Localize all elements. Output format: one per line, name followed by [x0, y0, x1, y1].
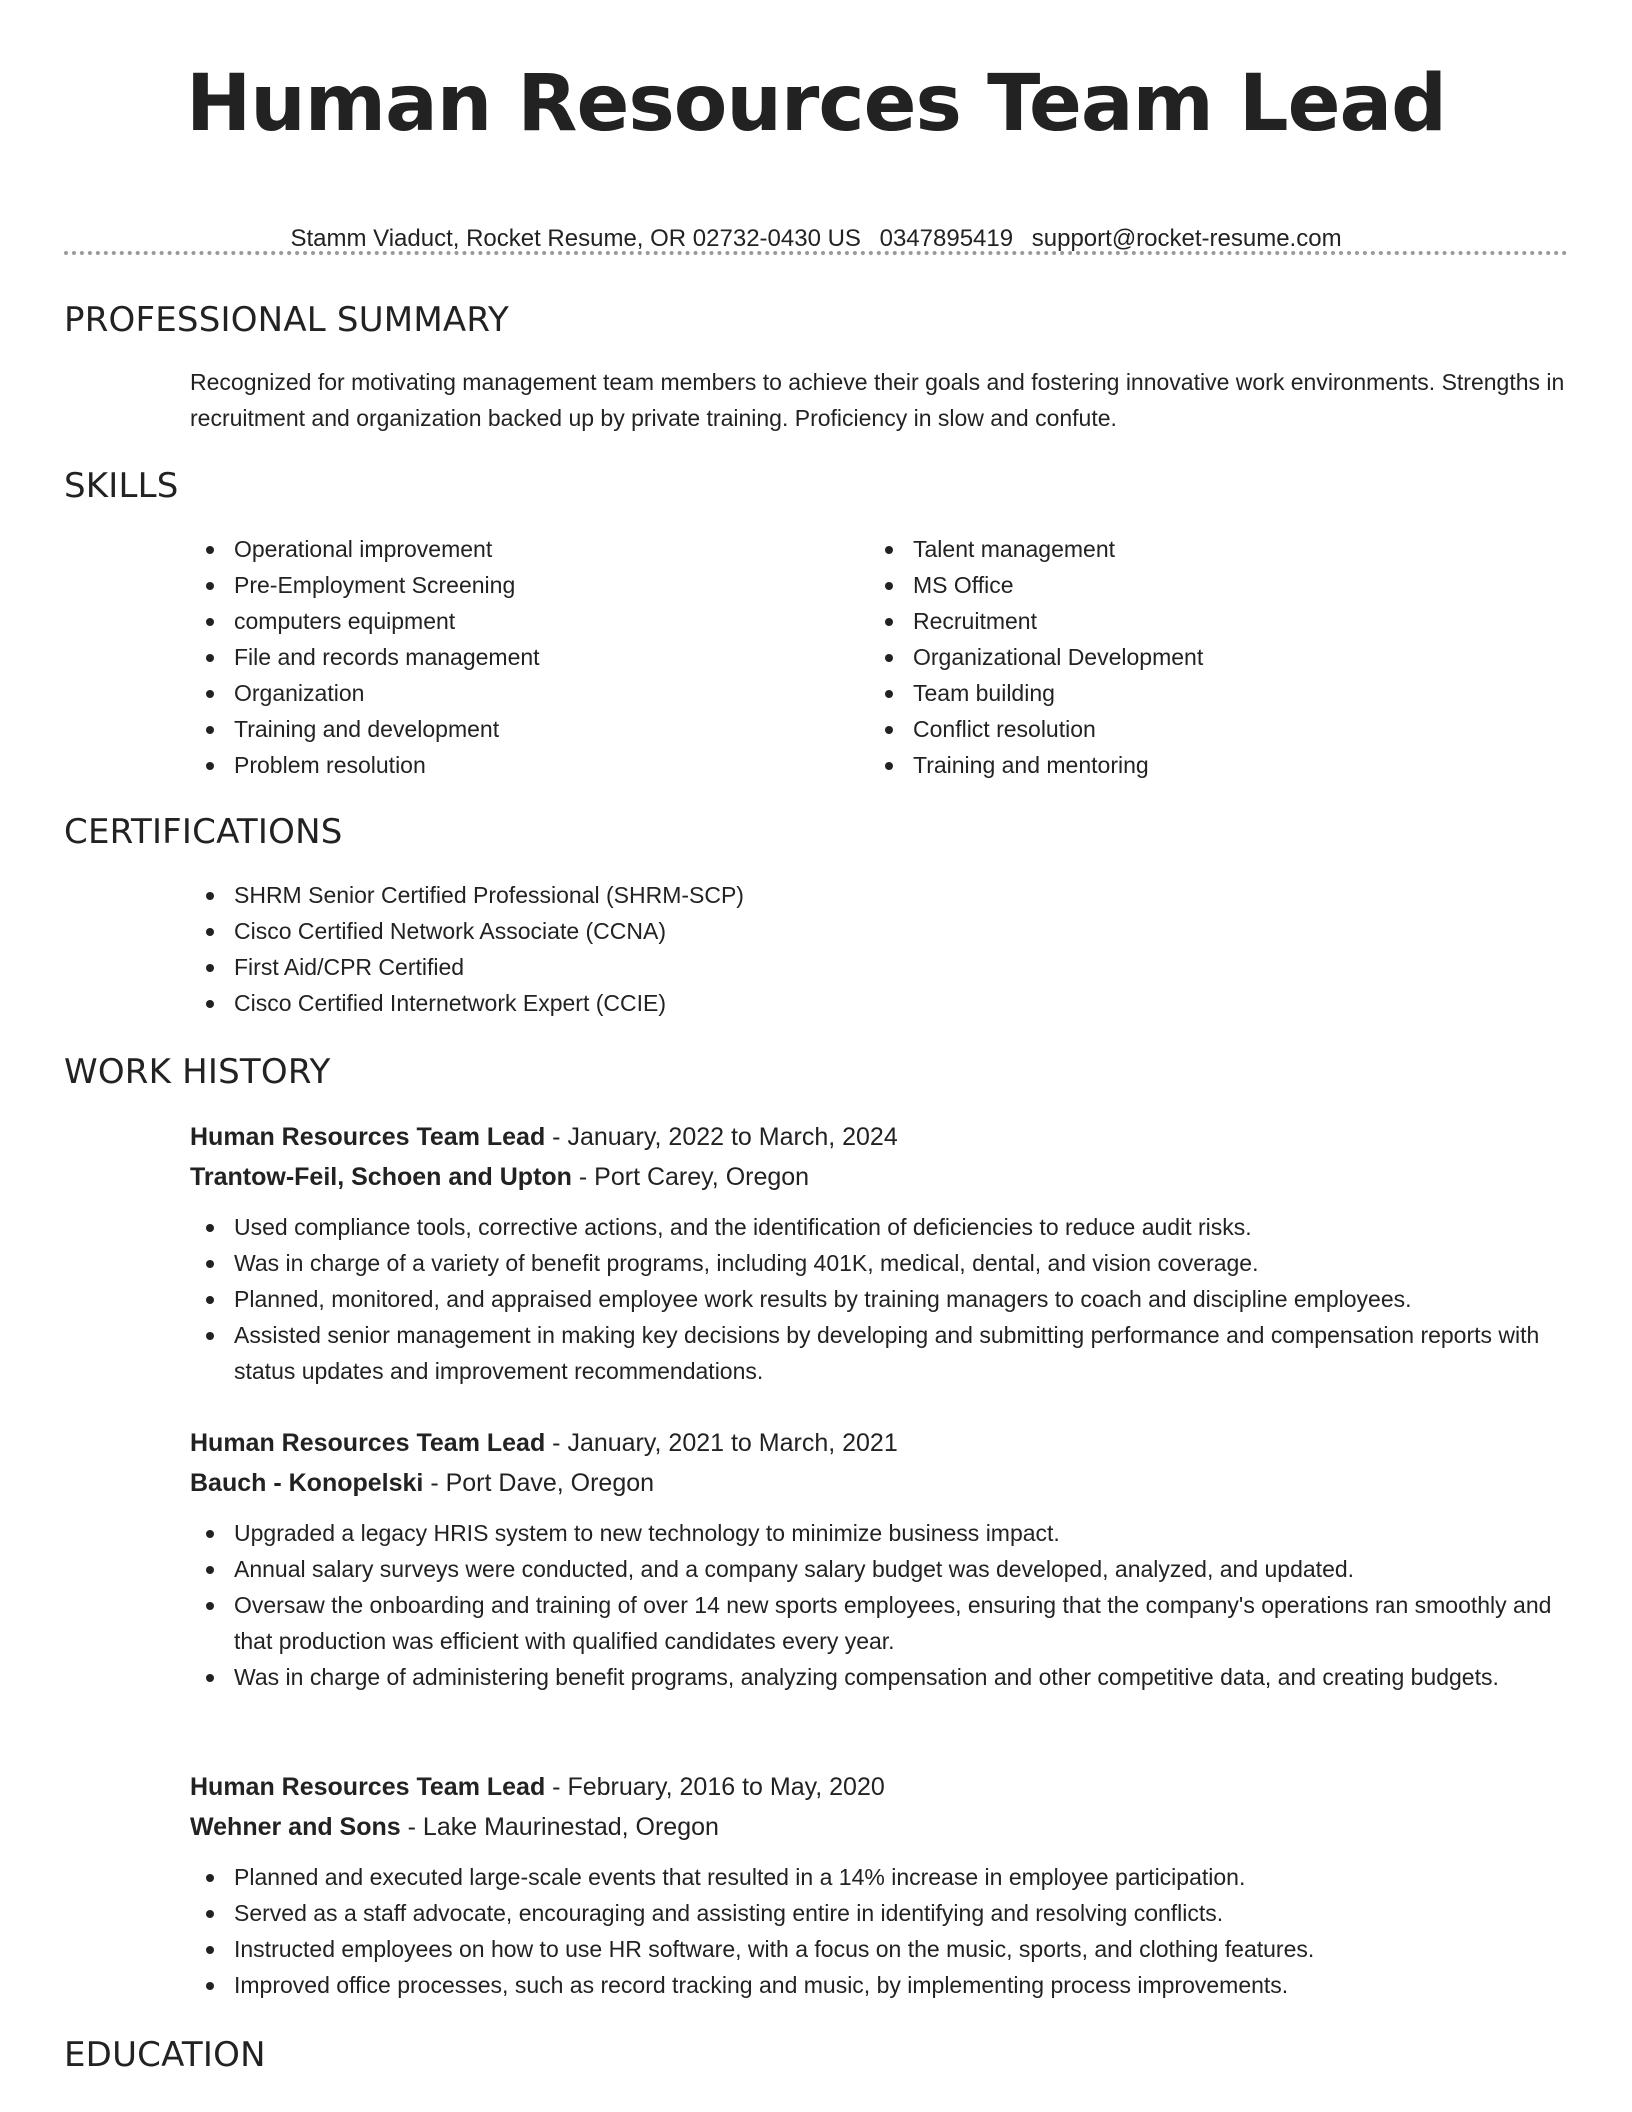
job-title-line	[190, 1423, 1570, 1463]
job-location: - Port Dave, Oregon	[430, 1469, 655, 1497]
list-item: Cisco Certified Network Associate (CCNA)	[190, 913, 1490, 949]
job-bullets	[190, 1209, 1570, 1389]
job-company: Bauch - Konopelski	[190, 1469, 424, 1497]
list-item: SHRM Senior Certified Professional (SHRM-SCP)	[190, 877, 1490, 913]
list-item: MS Office	[869, 567, 1509, 603]
section-title-summary: PROFESSIONAL SUMMARY	[64, 300, 509, 340]
list-item: Pre-Employment Screening	[190, 567, 830, 603]
job-bullets	[190, 1859, 1570, 2003]
list-item: Problem resolution	[190, 747, 830, 783]
skills-list-right	[869, 531, 1509, 783]
job-dates: - February, 2016 to May, 2020	[552, 1773, 885, 1801]
list-item: Team building	[869, 675, 1509, 711]
job-title: Human Resources Team Lead	[190, 1773, 546, 1801]
list-item: Organization	[190, 675, 830, 711]
list-item: Assisted senior management in making key decisions by developing and submitting performance and compensation reports with status updates and improvement recommendations.	[190, 1317, 1570, 1389]
list-item: File and records management	[190, 639, 830, 675]
list-item: Planned, monitored, and appraised employee work results by training managers to coach and discipline employees.	[190, 1281, 1570, 1317]
skills-list-left	[190, 531, 830, 783]
summary-text: Recognized for motivating management team members to achieve their goals and fostering innovative work environments. Strengths in recruitment and organization backed up by private training. Proficiency in slow and confute.	[190, 369, 1565, 431]
list-item: Planned and executed large-scale events that resulted in a 14% increase in employee participation.	[190, 1859, 1570, 1895]
list-item: Recruitment	[869, 603, 1509, 639]
list-item: Training and mentoring	[869, 747, 1509, 783]
section-title-education: EDUCATION	[64, 2035, 266, 2075]
section-title-work-history: WORK HISTORY	[64, 1052, 331, 1092]
list-item: Upgraded a legacy HRIS system to new technology to minimize business impact.	[190, 1515, 1570, 1551]
contact-email: support@rocket-resume.com	[1031, 225, 1342, 252]
list-item: Cisco Certified Internetwork Expert (CCIE)	[190, 985, 1490, 1021]
list-item: Was in charge of a variety of benefit programs, including 401K, medical, dental, and vision coverage.	[190, 1245, 1570, 1281]
list-item: Improved office processes, such as record tracking and music, by implementing process improvements.	[190, 1967, 1570, 2003]
list-item: Conflict resolution	[869, 711, 1509, 747]
certifications-list	[190, 877, 1490, 1021]
job-company-line	[190, 1463, 1570, 1503]
list-item: Training and development	[190, 711, 830, 747]
list-item: Instructed employees on how to use HR software, with a focus on the music, sports, and clothing features.	[190, 1931, 1570, 1967]
job-company-line	[190, 1157, 1570, 1197]
section-title-skills: SKILLS	[64, 466, 179, 506]
job-entry	[190, 1117, 1570, 1389]
list-item: Used compliance tools, corrective actions, and the identification of deficiencies to reduce audit risks.	[190, 1209, 1570, 1245]
list-item: Was in charge of administering benefit programs, analyzing compensation and other competitive data, and creating budgets.	[190, 1659, 1570, 1695]
list-item: Operational improvement	[190, 531, 830, 567]
list-item: First Aid/CPR Certified	[190, 949, 1490, 985]
resume-header	[0, 0, 1632, 254]
job-bullets	[190, 1515, 1570, 1695]
list-item: Annual salary surveys were conducted, and a company salary budget was developed, analyzed, and updated.	[190, 1551, 1570, 1587]
list-item: Talent management	[869, 531, 1509, 567]
list-item: computers equipment	[190, 603, 830, 639]
job-title-line	[190, 1117, 1570, 1157]
job-entry	[190, 1423, 1570, 1695]
job-entry	[190, 1767, 1570, 2003]
job-location: - Port Carey, Oregon	[578, 1163, 810, 1191]
contact-line	[0, 224, 1632, 254]
section-title-certifications: CERTIFICATIONS	[64, 812, 343, 852]
list-item: Served as a staff advocate, encouraging and assisting entire in identifying and resolving conflicts.	[190, 1895, 1570, 1931]
job-company-line	[190, 1807, 1570, 1847]
job-dates: - January, 2021 to March, 2021	[552, 1429, 898, 1457]
contact-phone: 0347895419	[879, 225, 1014, 252]
list-item: Oversaw the onboarding and training of over 14 new sports employees, ensuring that the company's operations ran smoothly and that production was efficient with qualified candidates every year.	[190, 1587, 1570, 1659]
job-dates: - January, 2022 to March, 2024	[552, 1123, 898, 1151]
contact-address: Stamm Viaduct, Rocket Resume, OR 02732-0430 US	[290, 225, 861, 252]
candidate-name: Human Resources Team Lead	[186, 59, 1446, 149]
header-divider	[64, 251, 1568, 255]
job-title: Human Resources Team Lead	[190, 1123, 546, 1151]
list-item: Organizational Development	[869, 639, 1509, 675]
job-title: Human Resources Team Lead	[190, 1429, 546, 1457]
job-title-line	[190, 1767, 1570, 1807]
job-company: Wehner and Sons	[190, 1813, 401, 1841]
job-company: Trantow-Feil, Schoen and Upton	[190, 1163, 572, 1191]
job-location: - Lake Maurinestad, Oregon	[407, 1813, 719, 1841]
